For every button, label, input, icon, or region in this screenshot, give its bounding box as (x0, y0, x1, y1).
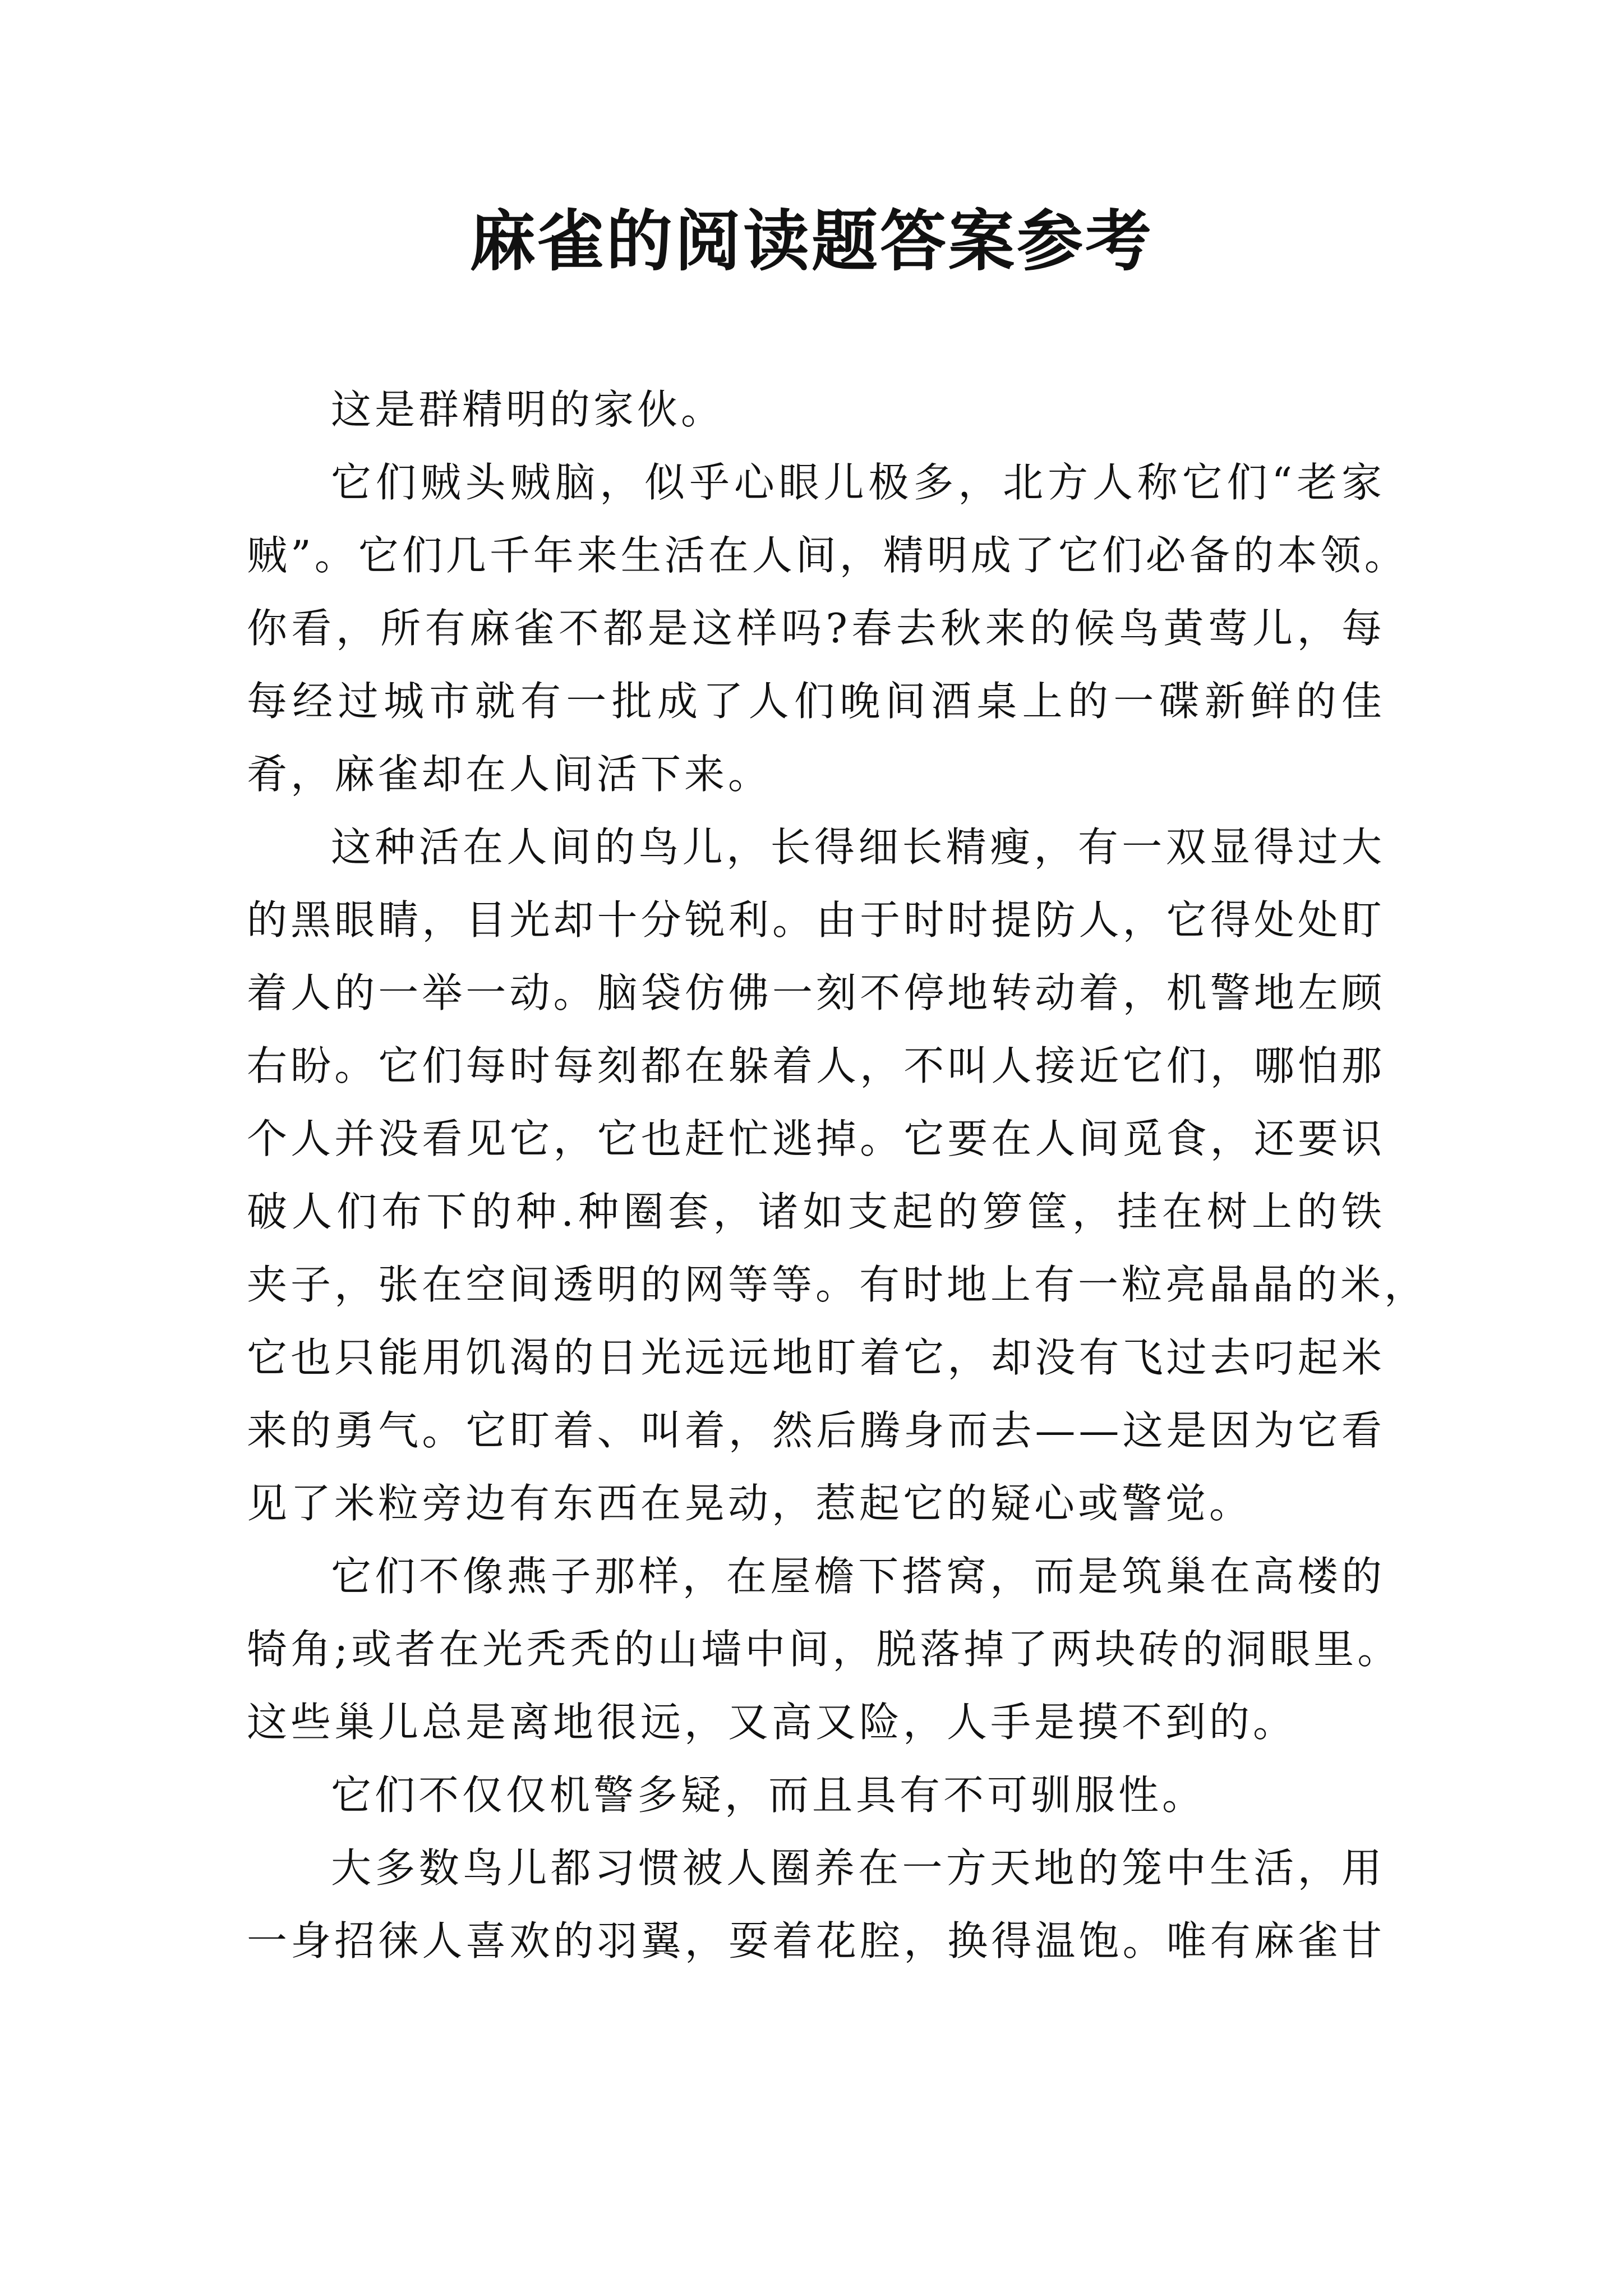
text-line: 这是群精明的家伙。 (331, 386, 725, 433)
text-line: 右盼。它们每时每刻都在躲着人，不叫人接近它们，哪怕那 (247, 1042, 1385, 1089)
text-line: 它也只能用饥渴的日光远远地盯着它，却没有飞过去叼起米 (247, 1334, 1385, 1381)
text-line: 贼”。它们几千年来生活在人间，精明成了它们必备的本领。 (247, 532, 1408, 579)
text-line: 大多数鸟儿都习惯被人圈养在一方天地的笼中生活，用 (331, 1844, 1385, 1892)
text-line: 一身招徕人喜欢的羽翼，耍着花腔，换得温饱。唯有麻雀甘 (247, 1917, 1385, 1964)
text-line: 犄角;或者在光秃秃的山墙中间，脱落掉了两块砖的洞眼里。 (247, 1626, 1401, 1673)
text-line: 肴，麻雀却在人间活下来。 (247, 751, 772, 798)
document-body (247, 373, 1428, 1977)
text-line: 它们不像燕子那样，在屋檐下搭窝，而是筑巢在高楼的 (331, 1553, 1385, 1600)
text-line: 的黑眼睛，目光却十分锐利。由于时时提防人，它得处处盯 (247, 896, 1385, 944)
text-line: 它们不仅仅机警多疑，而且具有不可驯服性。 (331, 1772, 1206, 1819)
text-line: 这些巢儿总是离地很远，又高又险，人手是摸不到的。 (247, 1699, 1297, 1746)
text-line: 夹子，张在空间透明的网等等。有时地上有一粒亮晶晶的米， (247, 1261, 1428, 1308)
text-line: 着人的一举一动。脑袋仿佛一刻不停地转动着，机警地左顾 (247, 969, 1385, 1016)
text-line: 来的勇气。它盯着、叫着，然后腾身而去——这是因为它看 (247, 1407, 1385, 1454)
text-line: 它们贼头贼脑，似乎心眼儿极多，北方人称它们“老家 (331, 459, 1385, 506)
text-line: 破人们布下的种.种圈套，诸如支起的箩筐，挂在树上的铁 (247, 1188, 1385, 1235)
text-line: 个人并没看见它，它也赶忙逃掉。它要在人间觅食，还要识 (247, 1115, 1385, 1162)
document-title: 麻雀的阅读题答案参考 (469, 202, 1154, 280)
text-line: 见了米粒旁边有东西在晃动，惹起它的疑心或警觉。 (247, 1480, 1253, 1527)
text-line: 你看，所有麻雀不都是这样吗?春去秋来的候鸟黄莺儿，每 (247, 605, 1385, 652)
text-line: 这种活在人间的鸟儿，长得细长精瘦，有一双显得过大 (331, 823, 1385, 871)
text-line: 每经过城市就有一批成了人们晚间酒桌上的一碟新鲜的佳 (247, 678, 1385, 725)
